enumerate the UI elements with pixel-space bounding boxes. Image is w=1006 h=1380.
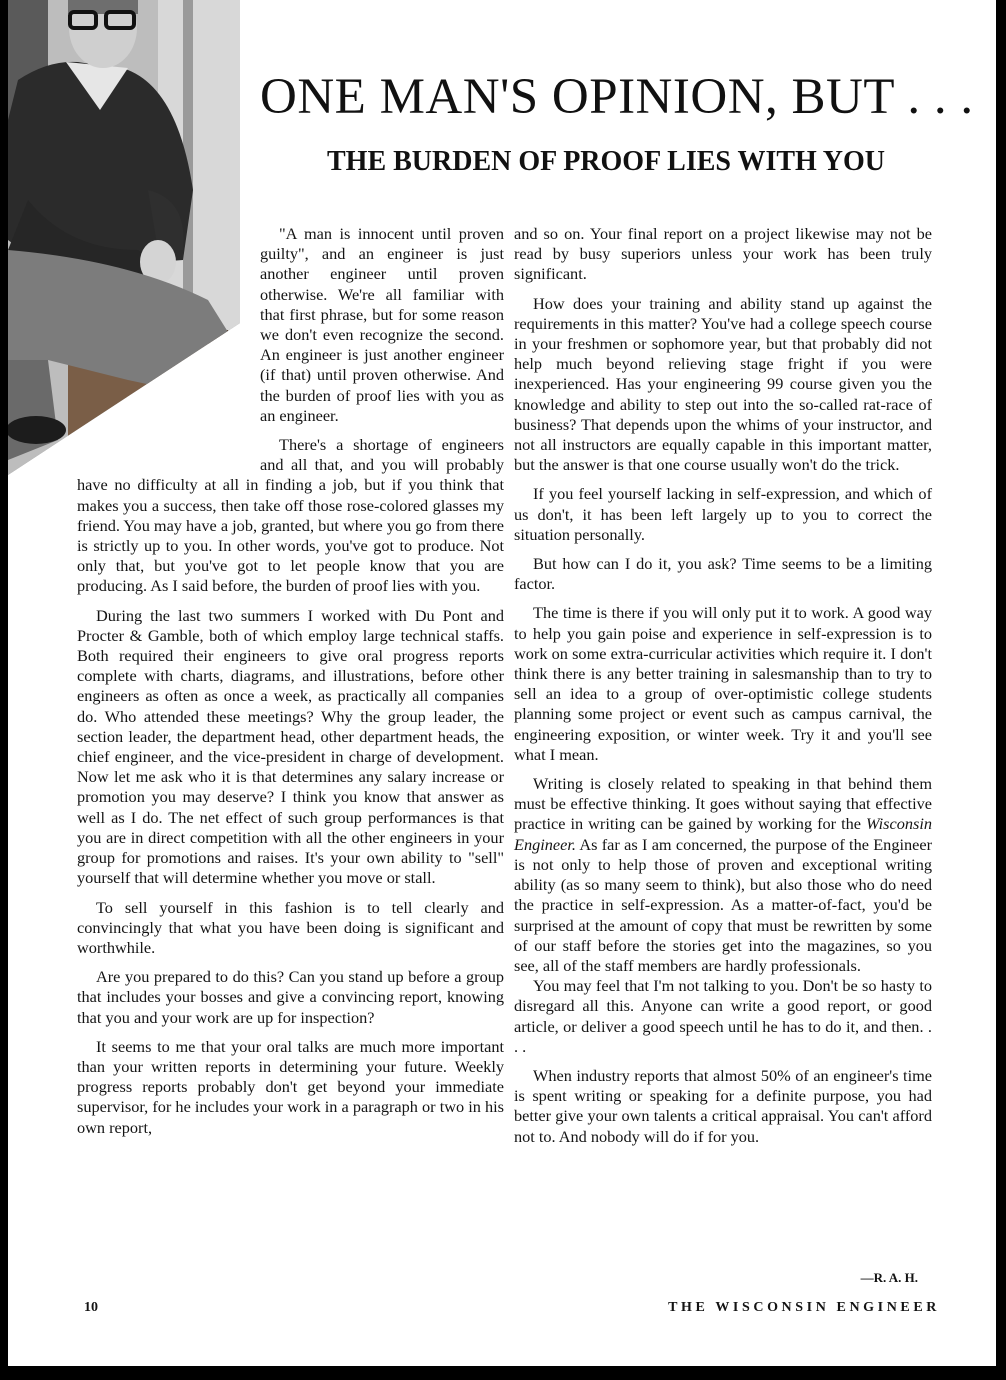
- left-paragraph-2: There's a shortage of engineers and all that, and you will probably have no difficulty at all in finding a job, but if you think that makes you a success, then take off those rose-colored glasses my friend. You may have a job, granted, but where you go from there is strictly up to you. In other words, you've got to produce. Not only that, but you've got to let people know that you are producing. As I said before, the burden of proof lies with you.: [77, 435, 504, 596]
- right-paragraph-3: If you feel yourself lacking in self-expression, and which of us don't, it has been left largely up to you to correct the situation personally.: [514, 484, 932, 544]
- right-paragraph-2: How does your training and ability stand up against the requirements in this matter? You've had a college speech course in your freshmen or sophomore year, but that probably did not help much beyond relieving stage fright if you were inexperienced. Has your engineering 99 course given you the knowledge and ability to step out into the so-called rat-race of business? That depends upon the whims of your instructor, and not all instructors are equally capable in this important matter, but the answer is that one course usually won't do the trick.: [514, 293, 932, 475]
- magazine-title: THE WISCONSIN ENGINEER: [668, 1300, 940, 1315]
- left-paragraph-4: To sell yourself in this fashion is to tell clearly and convincingly that what you have been doing is significant and worthwhile.: [77, 897, 504, 957]
- right-paragraph-6-part-b: As far as I am concerned, the purpose of the Engineer is not only to help those of proven and exceptional writing ability (as so many seem to think), but also those who do need the practice in self-expression. As a matter-of-fact, you'd be surprised at the amount of copy that must be rewritten by some of our staff before the stories get into the magazines, so you see, all of the staff members are hardly professionals.: [514, 834, 932, 975]
- left-paragraph-5: Are you prepared to do this? Can you stand up before a group that includes your bosses and give a convincing report, knowing that you and your work are up for inspection?: [77, 967, 504, 1027]
- page-number: 10: [84, 1300, 98, 1315]
- right-paragraph-1: and so on. Your final report on a project likewise may not be read by busy superiors unless your work has been truly significant.: [514, 224, 932, 284]
- article-title: ONE MAN'S OPINION, BUT . . .: [260, 69, 974, 125]
- left-paragraph-1: "A man is innocent until proven guilty", and an engineer is just another engineer until proven otherwise. We're all familiar with that first phrase, but for some reason we don't even recognize the second. An engineer is just another engineer (if that) until proven otherwise. And the burden of proof lies with you as an engineer.: [260, 224, 504, 425]
- left-paragraph-3: During the last two summers I worked with Du Pont and Procter & Gamble, both of which employ large technical staffs. Both required their engineers to give oral progress reports complete with charts, diagrams, and illustrations, before other engineers as often as once a week, as practically all companies do. Who attended these meetings? Why the group leader, the section leader, the department head, other department heads, the chief engineer, and the vice-president in charge of development. Now let me ask who it is that determines any salary increase or promotion you may deserve? I think you know that answer as well as I do. The net effect of such group performances is that you are in direct competition with all the other engineers in your group for promotions and raises. It's your own ability to "sell" yourself that will determine whether you move or stall.: [77, 605, 504, 888]
- right-paragraph-5: The time is there if you will only put it to work. A good way to help you gain poise and experience in self-expression is to work on some extra-curricular activities which require it. I don't think there is any better training in salesmanship than to try to sell an idea to a group of over-optimistic college students planning some project or event such as campus carnival, the engineering exposition, or winter week. Try it and you'll see what I mean.: [514, 603, 932, 764]
- right-paragraph-6: [514, 774, 932, 976]
- article-subtitle: THE BURDEN OF PROOF LIES WITH YOU: [326, 146, 885, 177]
- magazine-page: [8, 0, 996, 1366]
- right-paragraph-4: But how can I do it, you ask? Time seems to be a limiting factor.: [514, 554, 932, 594]
- right-column: [514, 224, 932, 1147]
- magazine-name-italic: Wisconsin Engineer.: [514, 814, 932, 854]
- right-paragraph-7: You may feel that I'm not talking to you. Don't be so hasty to disregard all this. Anyone can write a good report, or good article, or deliver a good speech until he has to do it, and then. . . .: [514, 976, 932, 1056]
- left-column: [77, 224, 504, 1138]
- author-signature: —R. A. H.: [860, 1270, 918, 1285]
- right-paragraph-8: When industry reports that almost 50% of an engineer's time is spent writing or speaking for a definite purpose, you had better give your own talents a critical appraisal. You can't afford not to. And nobody will do if for you.: [514, 1065, 932, 1146]
- left-paragraph-6: It seems to me that your oral talks are much more important than your written reports in determining your future. Weekly progress reports probably don't get beyond your immediate supervisor, for he includes your work in a paragraph or two in his own report,: [77, 1036, 504, 1137]
- right-paragraph-6-part-a: Writing is closely related to speaking in that behind them must be effective thinking. It goes without saying that effective practice in writing can be gained by working for the: [514, 774, 932, 834]
